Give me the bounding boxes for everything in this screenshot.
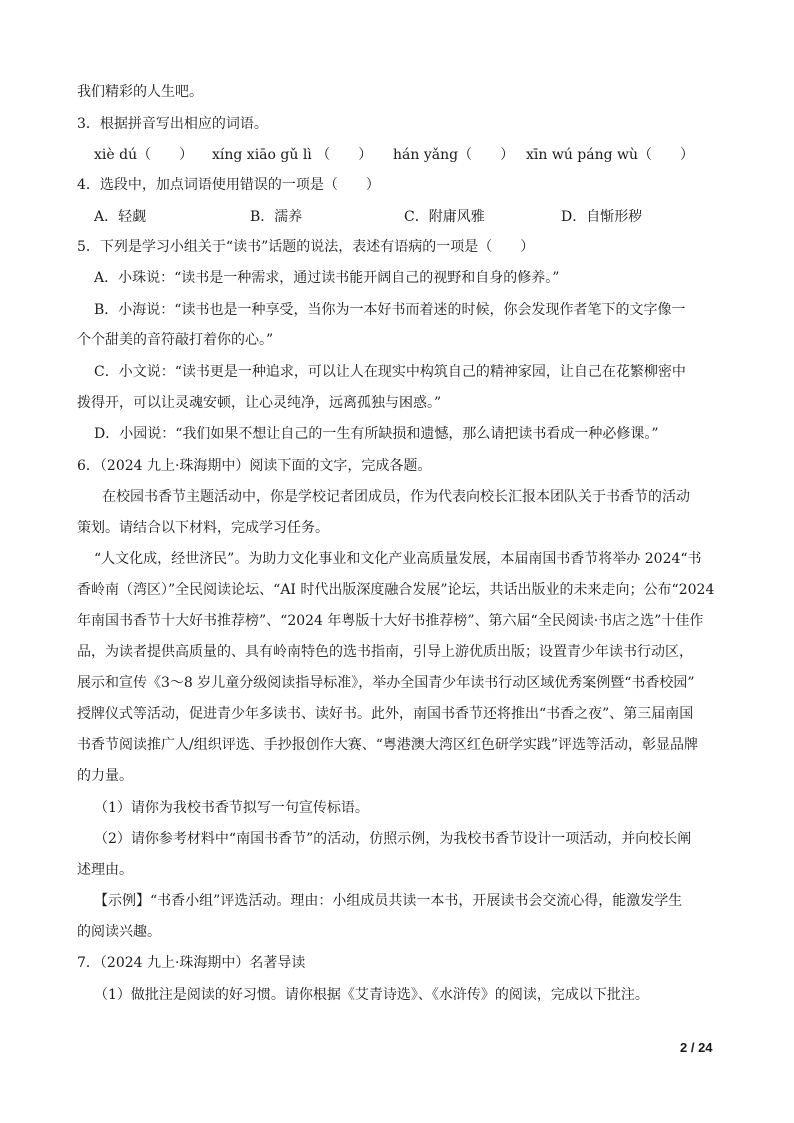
example-line: 【示例】“书香小组”评选活动。理由：小组成员共读一本书，开展读书会交流心得，能激发学生 <box>94 893 683 909</box>
example-line-cont: 的阅读兴趣。 <box>77 924 161 940</box>
paragraph-line: 在校园书香节主题活动中，你是学校记者团成员，作为代表向校长汇报本团队关于书香节的活动 <box>102 489 690 505</box>
paragraph-line: 香岭南（湾区）”全民阅读论坛、“AI 时代出版深度融合发展”论坛，共话出版业的未来走向；公布“2024 <box>77 582 715 598</box>
question-5-stem: 5．下列是学习小组关于“读书”话题的说法，表述有语病的一项是（ ） <box>77 239 535 255</box>
question-3-stem: 3．根据拼音写出相应的词语。 <box>77 116 268 132</box>
pinyin-item-2: xíng xiāo gǔ lì （ ） <box>212 147 373 163</box>
q5-option-b-cont: 个个甜美的音符敲打着你的心。” <box>77 332 274 348</box>
pinyin-item-4: xīn wú páng wù（ ） <box>526 147 695 163</box>
paragraph-line: 授牌仪式等活动，促进青少年多读书、读好书。此外，南国书香节还将推出“书香之夜”、第三届南国 <box>77 706 694 722</box>
option-c: C．附庸风雅 <box>404 209 485 225</box>
pinyin-row <box>0 144 794 164</box>
option-a: A．轻觑 <box>94 209 147 225</box>
question-7-stem: 7．（2024 九上·珠海期中）名著导读 <box>77 955 306 971</box>
pinyin-item-1: xiè dú（ ） <box>94 147 194 163</box>
paragraph-line: “人文化成，经世济民”。为助力文化事业和文化产业高质量发展，本届南国书香节将举办 2024“书 <box>94 551 702 567</box>
question-7-sub-1: （1）做批注是阅读的好习惯。请你根据《艾青诗选》、《水浒传》的阅读，完成以下批注。 <box>94 987 649 1003</box>
paragraph-line: 年南国书香节十大好书推荐榜”、“2024 年粤版十大好书推荐榜”、第六届“全民阅读·书店之选”十佳作 <box>77 613 704 629</box>
sub-question-1: （1）请你为我校书香节拟写一句宣传标语。 <box>94 800 369 816</box>
question-4-stem: 4．选段中，加点词语使用错误的一项是（ ） <box>77 177 380 193</box>
sub-question-2-cont: 述理由。 <box>77 862 133 878</box>
option-b: B．濡养 <box>250 209 303 225</box>
q5-option-d: D．小园说：“我们如果不想让自己的一生有所缺损和遗憾，那么请把读书看成一种必修课。” <box>94 426 659 442</box>
option-d: D．自惭形秽 <box>561 209 643 225</box>
pinyin-item-3: hán yǎng（ ） <box>393 147 515 163</box>
paragraph-line: 的力量。 <box>77 768 133 784</box>
paragraph-line: 展示和宣传《3～8 岁儿童分级阅读指导标准》，举办全国青少年读书行动区域优秀案例暨“书香校园” <box>77 675 695 691</box>
paragraph-line: 书香节阅读推广人/组织评选、手抄报创作大赛、“粤港澳大湾区红色研学实践”评选等活动，彰显品牌 <box>77 737 699 753</box>
question-4-options <box>0 206 794 226</box>
sub-question-2: （2）请你参考材料中“南国书香节”的活动，仿照示例，为我校书香节设计一项活动，并向校长阐 <box>94 831 692 847</box>
text-line: 我们精彩的人生吧。 <box>77 84 203 100</box>
q5-option-a: A．小珠说：“读书是一种需求，通过读书能开阔自己的视野和自身的修养。” <box>94 270 560 286</box>
page-number: 2 / 24 <box>680 1040 713 1055</box>
paragraph-line: 策划。请结合以下材料，完成学习任务。 <box>77 520 329 536</box>
q5-option-c: C．小文说：“读书更是一种追求，可以让人在现实中构筑自己的精神家园，让自己在花繁柳密中 <box>94 364 686 380</box>
question-6-stem: 6．（2024 九上·珠海期中）阅读下面的文字，完成各题。 <box>77 458 432 474</box>
q5-option-b: B．小海说：“读书也是一种享受，当你为一本好书而着迷的时候，你会发现作者笔下的文字像一 <box>94 302 686 318</box>
paragraph-line: 品，为读者提供高质量的、具有岭南特色的选书指南，引导上游优质出版；设置青少年读书行动区， <box>77 644 693 660</box>
q5-option-c-cont: 拨得开，可以让灵魂安顿，让心灵纯净，远离孤独与困惑。” <box>77 395 442 411</box>
